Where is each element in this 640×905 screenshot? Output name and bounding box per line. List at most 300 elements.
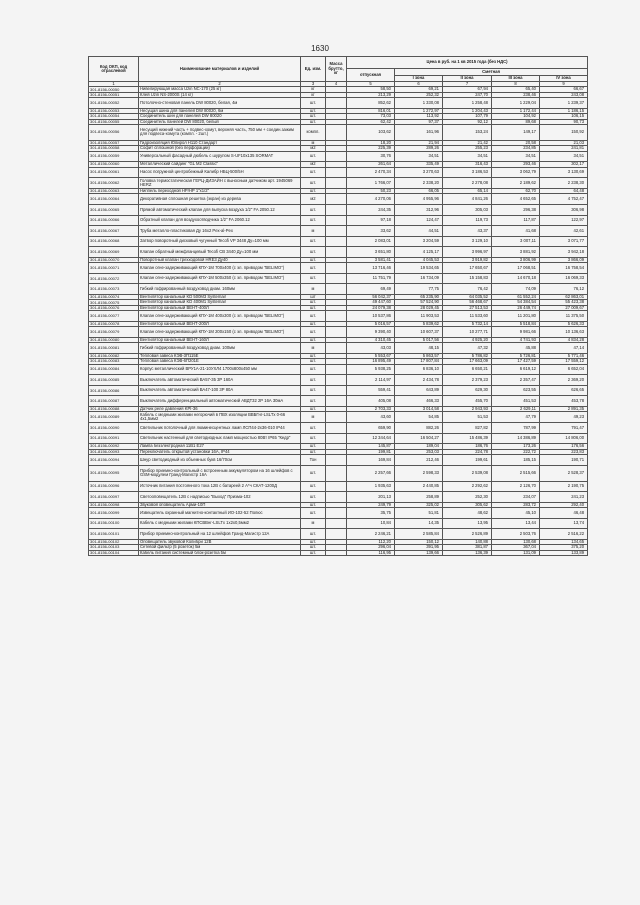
cell-zone-4-price: 453,78: [540, 396, 588, 407]
cell-zone-1-price: 19 534,65: [395, 263, 443, 274]
cell-zone-2-price: 56 468,67: [443, 300, 492, 305]
cell-mass: [326, 465, 347, 481]
cell-code: 301-8156-00069: [89, 247, 139, 258]
cell-code: 301-8156-00077: [89, 311, 139, 322]
col-header-release: отпускная: [347, 69, 395, 82]
cell-name: Тепловая завеса КЭВ-6П201Е: [139, 359, 301, 364]
cell-release-price: 249,79: [347, 502, 395, 507]
cell-zone-1-price: 253,03: [395, 449, 443, 454]
cell-zone-4-price: 6 652,04: [540, 364, 588, 375]
cell-release-price: 261,64: [347, 162, 395, 167]
cell-zone-3-price: 173,26: [492, 444, 540, 449]
cell-name: Клей Uzin NS-2000S (14 кг): [139, 92, 301, 97]
cell-code: 301-8156-00076: [89, 305, 139, 310]
cell-unit: шт.: [301, 300, 326, 305]
cell-release-price: 145,87: [347, 444, 395, 449]
cell-name: Звуковой оповещатель Арми-10П: [139, 502, 301, 507]
cell-release-price: 10,84: [347, 518, 395, 529]
cell-zone-3-price: 787,99: [492, 423, 540, 434]
cell-name: Потолочно-стеновая панель DW 80020, белая, 4м: [139, 98, 301, 109]
cell-unit: шт.: [301, 423, 326, 434]
cell-zone-4-price: 16 758,54: [540, 263, 588, 274]
cell-zone-1-price: 57 524,90: [395, 300, 443, 305]
cell-zone-2-price: 2 278,08: [443, 178, 492, 189]
cell-release-price: 2 114,97: [347, 375, 395, 386]
cell-code: 301-8156-00052: [89, 98, 139, 109]
col-header-code: Код ОКП, код отраслевой: [89, 57, 139, 82]
cell-unit: шт.: [301, 167, 326, 178]
cell-unit: шт.: [301, 449, 326, 454]
col-header-zone-4: IV зона: [540, 76, 588, 82]
cell-unit: Тон: [301, 455, 326, 466]
cell-name: Вентилятор канальный ВЕНТ-160Л: [139, 337, 301, 342]
cell-zone-2-price: 48,62: [443, 508, 492, 519]
cell-code: 301-8156-00102: [89, 539, 139, 544]
cell-unit: м2: [301, 146, 326, 151]
cell-code: 301-8156-00074: [89, 295, 139, 300]
col-header-zone-1: I зона: [395, 76, 443, 82]
cell-zone-3-price: 14 670,18: [492, 273, 540, 284]
cell-mass: [326, 385, 347, 396]
cell-zone-1-price: 3 270,63: [395, 167, 443, 178]
table-row: [89, 529, 588, 540]
cell-name: Гидроизоляция Юпирол Н110 Стандарт: [139, 140, 301, 145]
cell-zone-3-price: 367,04: [492, 545, 540, 550]
cell-zone-2-price: 4 925,20: [443, 337, 492, 342]
cell-name: Лампа безэлектродная 11В1 Е27: [139, 444, 301, 449]
cell-mass: [326, 481, 347, 492]
cell-zone-1-price: 14,35: [395, 518, 443, 529]
cell-unit: шт.: [301, 545, 326, 550]
cell-zone-2-price: 2 943,93: [443, 407, 492, 412]
cell-zone-2-price: 3 186,53: [443, 167, 492, 178]
col-header-zone-2: II зона: [443, 76, 492, 82]
cell-name: Затвор поворотный дисковый чугунный Tecofi VP 3448 Ду=100 мм: [139, 236, 301, 247]
cell-zone-2-price: 827,82: [443, 423, 492, 434]
cell-name: Несущая шина для панелей DW 80020, 6м: [139, 108, 301, 113]
cell-zone-3-price: 296,38: [492, 204, 540, 215]
cell-zone-1-price: 312,96: [395, 204, 443, 215]
cell-zone-2-price: 1 258,48: [443, 98, 492, 109]
cell-zone-1-price: 11 903,53: [395, 311, 443, 322]
cell-unit: шт.: [301, 364, 326, 375]
cell-name: Кабель с медными жилами КПСВВнг-LSLTx 1х2х0,5мм2: [139, 518, 301, 529]
table-row: [89, 518, 588, 529]
cell-zone-3-price: 623,55: [492, 385, 540, 396]
cell-release-price: 659,90: [347, 423, 395, 434]
cell-release-price: 16 895,49: [347, 359, 395, 364]
table-row: [89, 125, 588, 141]
page-number: 1630: [311, 44, 329, 53]
cell-zone-4-price: 106,15: [540, 114, 588, 119]
cell-release-price: 43,03: [347, 343, 395, 354]
cell-code: 301-8156-00098: [89, 502, 139, 507]
cell-unit: шт.: [301, 407, 326, 412]
table-row: [89, 273, 588, 284]
cell-zone-3-price: 117,87: [492, 215, 540, 226]
cell-zone-3-price: 26 449,74: [492, 305, 540, 310]
cell-zone-4-price: 4 834,28: [540, 337, 588, 342]
cell-zone-3-price: 13,44: [492, 518, 540, 529]
cell-unit: шт.: [301, 529, 326, 540]
cell-code: 301-8156-00078: [89, 321, 139, 326]
cell-release-price: 199,81: [347, 449, 395, 454]
cell-name: Прибор приемно-контрольный с встроенным аккумулятором на 16 шлейфов с GSM-модулем Гранд-Магистр 16А: [139, 465, 301, 481]
cell-code: 301-8156-00099: [89, 508, 139, 519]
cell-zone-2-price: 119,73: [443, 215, 492, 226]
cell-unit: шт.: [301, 311, 326, 322]
cell-zone-4-price: 190,71: [540, 455, 588, 466]
table-row: [89, 481, 588, 492]
cell-zone-2-price: 6 650,21: [443, 364, 492, 375]
cell-unit: м: [301, 140, 326, 145]
cell-mass: [326, 529, 347, 540]
cell-release-price: 30,76: [347, 151, 395, 162]
cell-code: 301-8156-00072: [89, 273, 139, 284]
cell-zone-3-price: 5 518,84: [492, 321, 540, 326]
col-header-name: Наименование материалов и изделий: [139, 57, 301, 82]
cell-zone-4-price: 243,08: [540, 92, 588, 97]
cell-unit: шт.: [301, 337, 326, 342]
cell-code: 301-8156-00081: [89, 343, 139, 354]
cell-zone-2-price: 64 035,52: [443, 295, 492, 300]
cell-zone-2-price: 305,62: [443, 502, 492, 507]
cell-zone-3-price: 185,15: [492, 455, 540, 466]
cell-zone-3-price: 234,85: [492, 146, 540, 151]
cell-zone-4-price: 2 190,75: [540, 481, 588, 492]
cell-release-price: 43,60: [347, 412, 395, 423]
cell-zone-3-price: 41,68: [492, 226, 540, 237]
cell-name: Светооповещатель 12В с надписью "Выход" Призма-102: [139, 492, 301, 503]
cell-zone-4-price: 76,12: [540, 284, 588, 295]
cell-unit: шт.: [301, 327, 326, 338]
cell-zone-2-price: 136,39: [443, 550, 492, 555]
cell-zone-2-price: 10 277,71: [443, 327, 492, 338]
table-row: [89, 194, 588, 205]
cell-zone-1-price: 1 272,97: [395, 108, 443, 113]
cell-unit: шт.: [301, 353, 326, 358]
table-row: [89, 151, 588, 162]
cell-unit: шт.: [301, 114, 326, 119]
cell-mass: [326, 236, 347, 247]
cell-zone-1-price: 66,05: [395, 188, 443, 193]
cell-zone-1-price: 466,33: [395, 396, 443, 407]
cell-zone-3-price: 3 062,79: [492, 167, 540, 178]
cell-code: 301-8156-00103: [89, 545, 139, 550]
cell-zone-2-price: 92,12: [443, 119, 492, 124]
col-number: 1: [89, 82, 139, 87]
cell-zone-2-price: 255,23: [443, 146, 492, 151]
cell-zone-3-price: 61 552,24: [492, 295, 540, 300]
cell-mass: [326, 311, 347, 322]
cell-name: Декоративная сплошная решетка (экран) из дерева: [139, 194, 301, 205]
cell-mass: [326, 194, 347, 205]
cell-zone-4-price: 90,73: [540, 119, 588, 124]
cell-release-price: 3 581,41: [347, 257, 395, 262]
cell-unit: шт.: [301, 502, 326, 507]
cell-zone-3-price: 17 427,59: [492, 359, 540, 364]
cell-zone-1-price: 21,94: [395, 140, 443, 145]
cell-name: Оповещатель звуковой Колибри 12В: [139, 539, 301, 544]
cell-zone-1-price: 77,75: [395, 284, 443, 295]
cell-zone-3-price: 104,92: [492, 114, 540, 119]
cell-zone-4-price: 150,92: [540, 125, 588, 141]
cell-code: 301-8156-00088: [89, 407, 139, 412]
cell-unit: шт.: [301, 539, 326, 544]
cell-zone-3-price: 45,10: [492, 508, 540, 519]
cell-unit: шт.: [301, 108, 326, 113]
cell-unit: шт.: [301, 359, 326, 364]
cell-release-price: 4 310,45: [347, 337, 395, 342]
cell-mass: [326, 178, 347, 189]
cell-release-price: 33,62: [347, 226, 395, 237]
cell-release-price: 169,84: [347, 455, 395, 466]
price-table: [88, 56, 588, 556]
cell-release-price: 1 766,07: [347, 178, 395, 189]
table-body: [89, 87, 588, 556]
cell-unit: шт.: [301, 385, 326, 396]
cell-zone-3-price: 20,58: [492, 140, 540, 145]
cell-zone-3-price: 54 384,54: [492, 300, 540, 305]
cell-unit: шт.: [301, 508, 326, 519]
cell-unit: шт.: [301, 305, 326, 310]
cell-zone-1-price: 335,49: [395, 162, 443, 167]
cell-code: 301-8156-00104: [89, 550, 139, 555]
cell-release-price: 11 751,79: [347, 273, 395, 284]
cell-name: Нивелирующая масса Uzin NC-170 (25 кг): [139, 87, 301, 92]
table-row: [89, 226, 588, 237]
cell-name: Гибкий гофрированный воздуховод диам. 160мм: [139, 284, 301, 295]
cell-zone-4-price: 5 771,46: [540, 353, 588, 358]
col-header-mass: Масса брутто, кг: [326, 57, 347, 82]
cell-name: Корпус металлический ВРУ1А-21-10УХЛ4 1700х800х450 мм: [139, 364, 301, 375]
cell-release-price: 9 390,40: [347, 327, 395, 338]
cell-zone-4-price: 791,47: [540, 423, 588, 434]
cell-release-price: 49 447,60: [347, 300, 395, 305]
cell-unit: компл.: [301, 125, 326, 141]
cell-zone-2-price: 11 533,60: [443, 311, 492, 322]
cell-name: Датчик реле давления KPI-36: [139, 407, 301, 412]
cell-zone-3-price: 130,68: [492, 539, 540, 544]
cell-zone-2-price: 17 663,09: [443, 359, 492, 364]
cell-unit: шт.: [301, 247, 326, 258]
table-row: [89, 311, 588, 322]
cell-unit: шт.: [301, 204, 326, 215]
cell-zone-2-price: 47,32: [443, 343, 492, 354]
cell-code: 301-8156-00080: [89, 337, 139, 342]
cell-zone-2-price: 65,14: [443, 188, 492, 193]
cell-zone-3-price: 283,72: [492, 502, 540, 507]
cell-name: Насос погружной центробежный Калибр НБЦ-500/5Н: [139, 167, 301, 178]
cell-zone-4-price: 2 369,20: [540, 375, 588, 386]
cell-mass: [326, 455, 347, 466]
cell-zone-1-price: 16 734,09: [395, 273, 443, 284]
table-row: [89, 465, 588, 481]
cell-zone-1-price: 252,32: [395, 92, 443, 97]
cell-zone-1-price: 65 235,90: [395, 295, 443, 300]
cell-mass: [326, 550, 347, 555]
cell-zone-2-price: 21,42: [443, 140, 492, 145]
cell-unit: м: [301, 284, 326, 295]
cell-zone-2-price: 67,94: [443, 87, 492, 92]
cell-mass: [326, 375, 347, 386]
cell-zone-4-price: 375,20: [540, 545, 588, 550]
cell-zone-2-price: 5 732,14: [443, 321, 492, 326]
table-row: [89, 343, 588, 354]
cell-unit: шт.: [301, 215, 326, 226]
cell-code: 301-8156-00089: [89, 412, 139, 423]
cell-unit: шт.: [301, 550, 326, 555]
cell-code: 301-8156-00084: [89, 364, 139, 375]
cell-name: Клапан обратный межфланцевый Tecofi CB 3440 Ду=100 мм: [139, 247, 301, 258]
cell-zone-2-price: 199,61: [443, 455, 492, 466]
cell-name: Светильник настенный для светодиодных ламп мощностью 80Вт IP65 "Кедр": [139, 433, 301, 444]
cell-unit: шт.: [301, 188, 326, 193]
cell-zone-4-price: 223,83: [540, 449, 588, 454]
cell-name: Источник питания постоянного тока 12В с батареей 2 А*ч СКАТ-1200Д: [139, 481, 301, 492]
cell-release-price: 69,49: [347, 284, 395, 295]
cell-zone-3-price: 74,09: [492, 284, 540, 295]
cell-release-price: 58,50: [347, 87, 395, 92]
cell-zone-1-price: 3 014,58: [395, 407, 443, 412]
cell-zone-3-price: 1 229,04: [492, 98, 540, 109]
cell-zone-3-price: 293,46: [492, 162, 540, 167]
cell-mass: [326, 508, 347, 519]
col-number: 3: [301, 82, 326, 87]
cell-mass: [326, 247, 347, 258]
cell-name: Кабель питания системный блок-розетка 5м: [139, 550, 301, 555]
cell-zone-1-price: 882,26: [395, 423, 443, 434]
cell-unit: шт.: [301, 151, 326, 162]
cell-name: Клапан огне-задерживающий КПУ-1М 700х400 (с эл. приводом "BELIMO"): [139, 263, 301, 274]
col-number: 9: [540, 82, 588, 87]
table-row: [89, 508, 588, 519]
cell-zone-3-price: 45,88: [492, 343, 540, 354]
cell-zone-4-price: 5 626,33: [540, 321, 588, 326]
cell-release-price: 852,62: [347, 98, 395, 109]
col-header-estimate: Сметная: [395, 69, 588, 76]
cell-release-price: 56 042,37: [347, 295, 395, 300]
cell-code: 301-8156-00058: [89, 146, 139, 151]
cell-code: 301-8156-00096: [89, 481, 139, 492]
cell-zone-1-price: 17 807,84: [395, 359, 443, 364]
col-number: 7: [443, 82, 492, 87]
cell-zone-2-price: 51,53: [443, 412, 492, 423]
cell-zone-4-price: 176,56: [540, 444, 588, 449]
cell-zone-2-price: 2 539,08: [443, 465, 492, 481]
cell-unit: шт.: [301, 481, 326, 492]
cell-unit: м: [301, 226, 326, 237]
table-row: [89, 396, 588, 407]
cell-code: 301-8156-00101: [89, 529, 139, 540]
table-row: [89, 412, 588, 423]
cell-code: 301-8156-00071: [89, 263, 139, 274]
cell-name: Выключатель автоматический ВА57-35 3Р 160А: [139, 375, 301, 386]
cell-zone-2-price: 247,70: [443, 92, 492, 97]
cell-zone-1-price: 97,37: [395, 119, 443, 124]
table-row: [89, 492, 588, 503]
table-row: [89, 550, 588, 555]
cell-zone-3-price: 11 201,80: [492, 311, 540, 322]
cell-mass: [326, 327, 347, 338]
col-number: 4: [326, 82, 347, 87]
cell-zone-1-price: 2 434,78: [395, 375, 443, 386]
table-row: [89, 98, 588, 109]
cell-zone-4-price: 49,23: [540, 412, 588, 423]
cell-name: Металлический сайдинг "GL M2 Classic": [139, 162, 301, 167]
cell-zone-3-price: 5 726,81: [492, 353, 540, 358]
cell-zone-2-price: 3 129,10: [443, 236, 492, 247]
cell-zone-2-price: 1 204,43: [443, 108, 492, 113]
cell-zone-4-price: 66,67: [540, 87, 588, 92]
cell-zone-4-price: 122,97: [540, 215, 588, 226]
cell-release-price: 1 935,63: [347, 481, 395, 492]
cell-code: 301-8156-00063: [89, 188, 139, 193]
table-row: [89, 327, 588, 338]
cell-unit: шт: [301, 295, 326, 300]
table-row: [89, 204, 588, 215]
cell-zone-3-price: 222,72: [492, 449, 540, 454]
cell-zone-2-price: 27 513,53: [443, 305, 492, 310]
cell-name: Кабель с медными жилами негорючий в ПВХ изоляции ВВБГнг-LSLTx 0-66 4х1,5мм2: [139, 412, 301, 423]
table-row: [89, 423, 588, 434]
cell-zone-4-price: 3 130,69: [540, 167, 588, 178]
table-row: [89, 455, 588, 466]
cell-zone-4-price: 3 071,77: [540, 236, 588, 247]
cell-release-price: 24 079,38: [347, 305, 395, 310]
cell-zone-2-price: 381,87: [443, 545, 492, 550]
cell-zone-4-price: 14 806,00: [540, 433, 588, 444]
cell-zone-1-price: 643,89: [395, 385, 443, 396]
cell-zone-1-price: 139,66: [395, 550, 443, 555]
cell-unit: шт.: [301, 236, 326, 247]
cell-release-price: 112,20: [347, 539, 395, 544]
cell-unit: кг: [301, 87, 326, 92]
cell-name: Прибор приемно-контрольный на 12 шлейфов Гранд-Магистр 12А: [139, 529, 301, 540]
cell-code: 301-8156-00097: [89, 492, 139, 503]
cell-zone-1-price: 150,12: [395, 539, 443, 544]
cell-release-price: 2 246,21: [347, 529, 395, 540]
cell-code: 301-8156-00070: [89, 257, 139, 262]
cell-zone-4-price: 27 009,67: [540, 305, 588, 310]
cell-zone-1-price: 28 029,45: [395, 305, 443, 310]
cell-code: 301-8156-00075: [89, 300, 139, 305]
cell-unit: шт.: [301, 321, 326, 326]
cell-release-price: 2 083,01: [347, 236, 395, 247]
cell-zone-4-price: 2 528,37: [540, 465, 588, 481]
cell-zone-4-price: 134,65: [540, 539, 588, 544]
cell-zone-4-price: 10 136,63: [540, 327, 588, 338]
cell-release-price: 2 703,33: [347, 407, 395, 412]
cell-code: 301-8156-00100: [89, 518, 139, 529]
cell-unit: шт.: [301, 178, 326, 189]
cell-name: Тепловая завеса КЭВ-3П115Е: [139, 353, 301, 358]
cell-zone-3-price: 62,70: [492, 188, 540, 193]
cell-release-price: 10 537,86: [347, 311, 395, 322]
cell-zone-3-price: 2 357,47: [492, 375, 540, 386]
cell-zone-2-price: 455,70: [443, 396, 492, 407]
cell-zone-3-price: 2 629,11: [492, 407, 540, 412]
cell-code: 301-8156-00054: [89, 114, 139, 119]
cell-zone-4-price: 4 752,47: [540, 194, 588, 205]
cell-code: 301-8156-00079: [89, 327, 139, 338]
cell-code: 301-8156-00066: [89, 215, 139, 226]
cell-zone-2-price: 17 650,67: [443, 263, 492, 274]
cell-unit: шт.: [301, 492, 326, 503]
cell-zone-2-price: 34,51: [443, 151, 492, 162]
cell-zone-4-price: 2 516,22: [540, 529, 588, 540]
cell-zone-1-price: 5 017,56: [395, 337, 443, 342]
